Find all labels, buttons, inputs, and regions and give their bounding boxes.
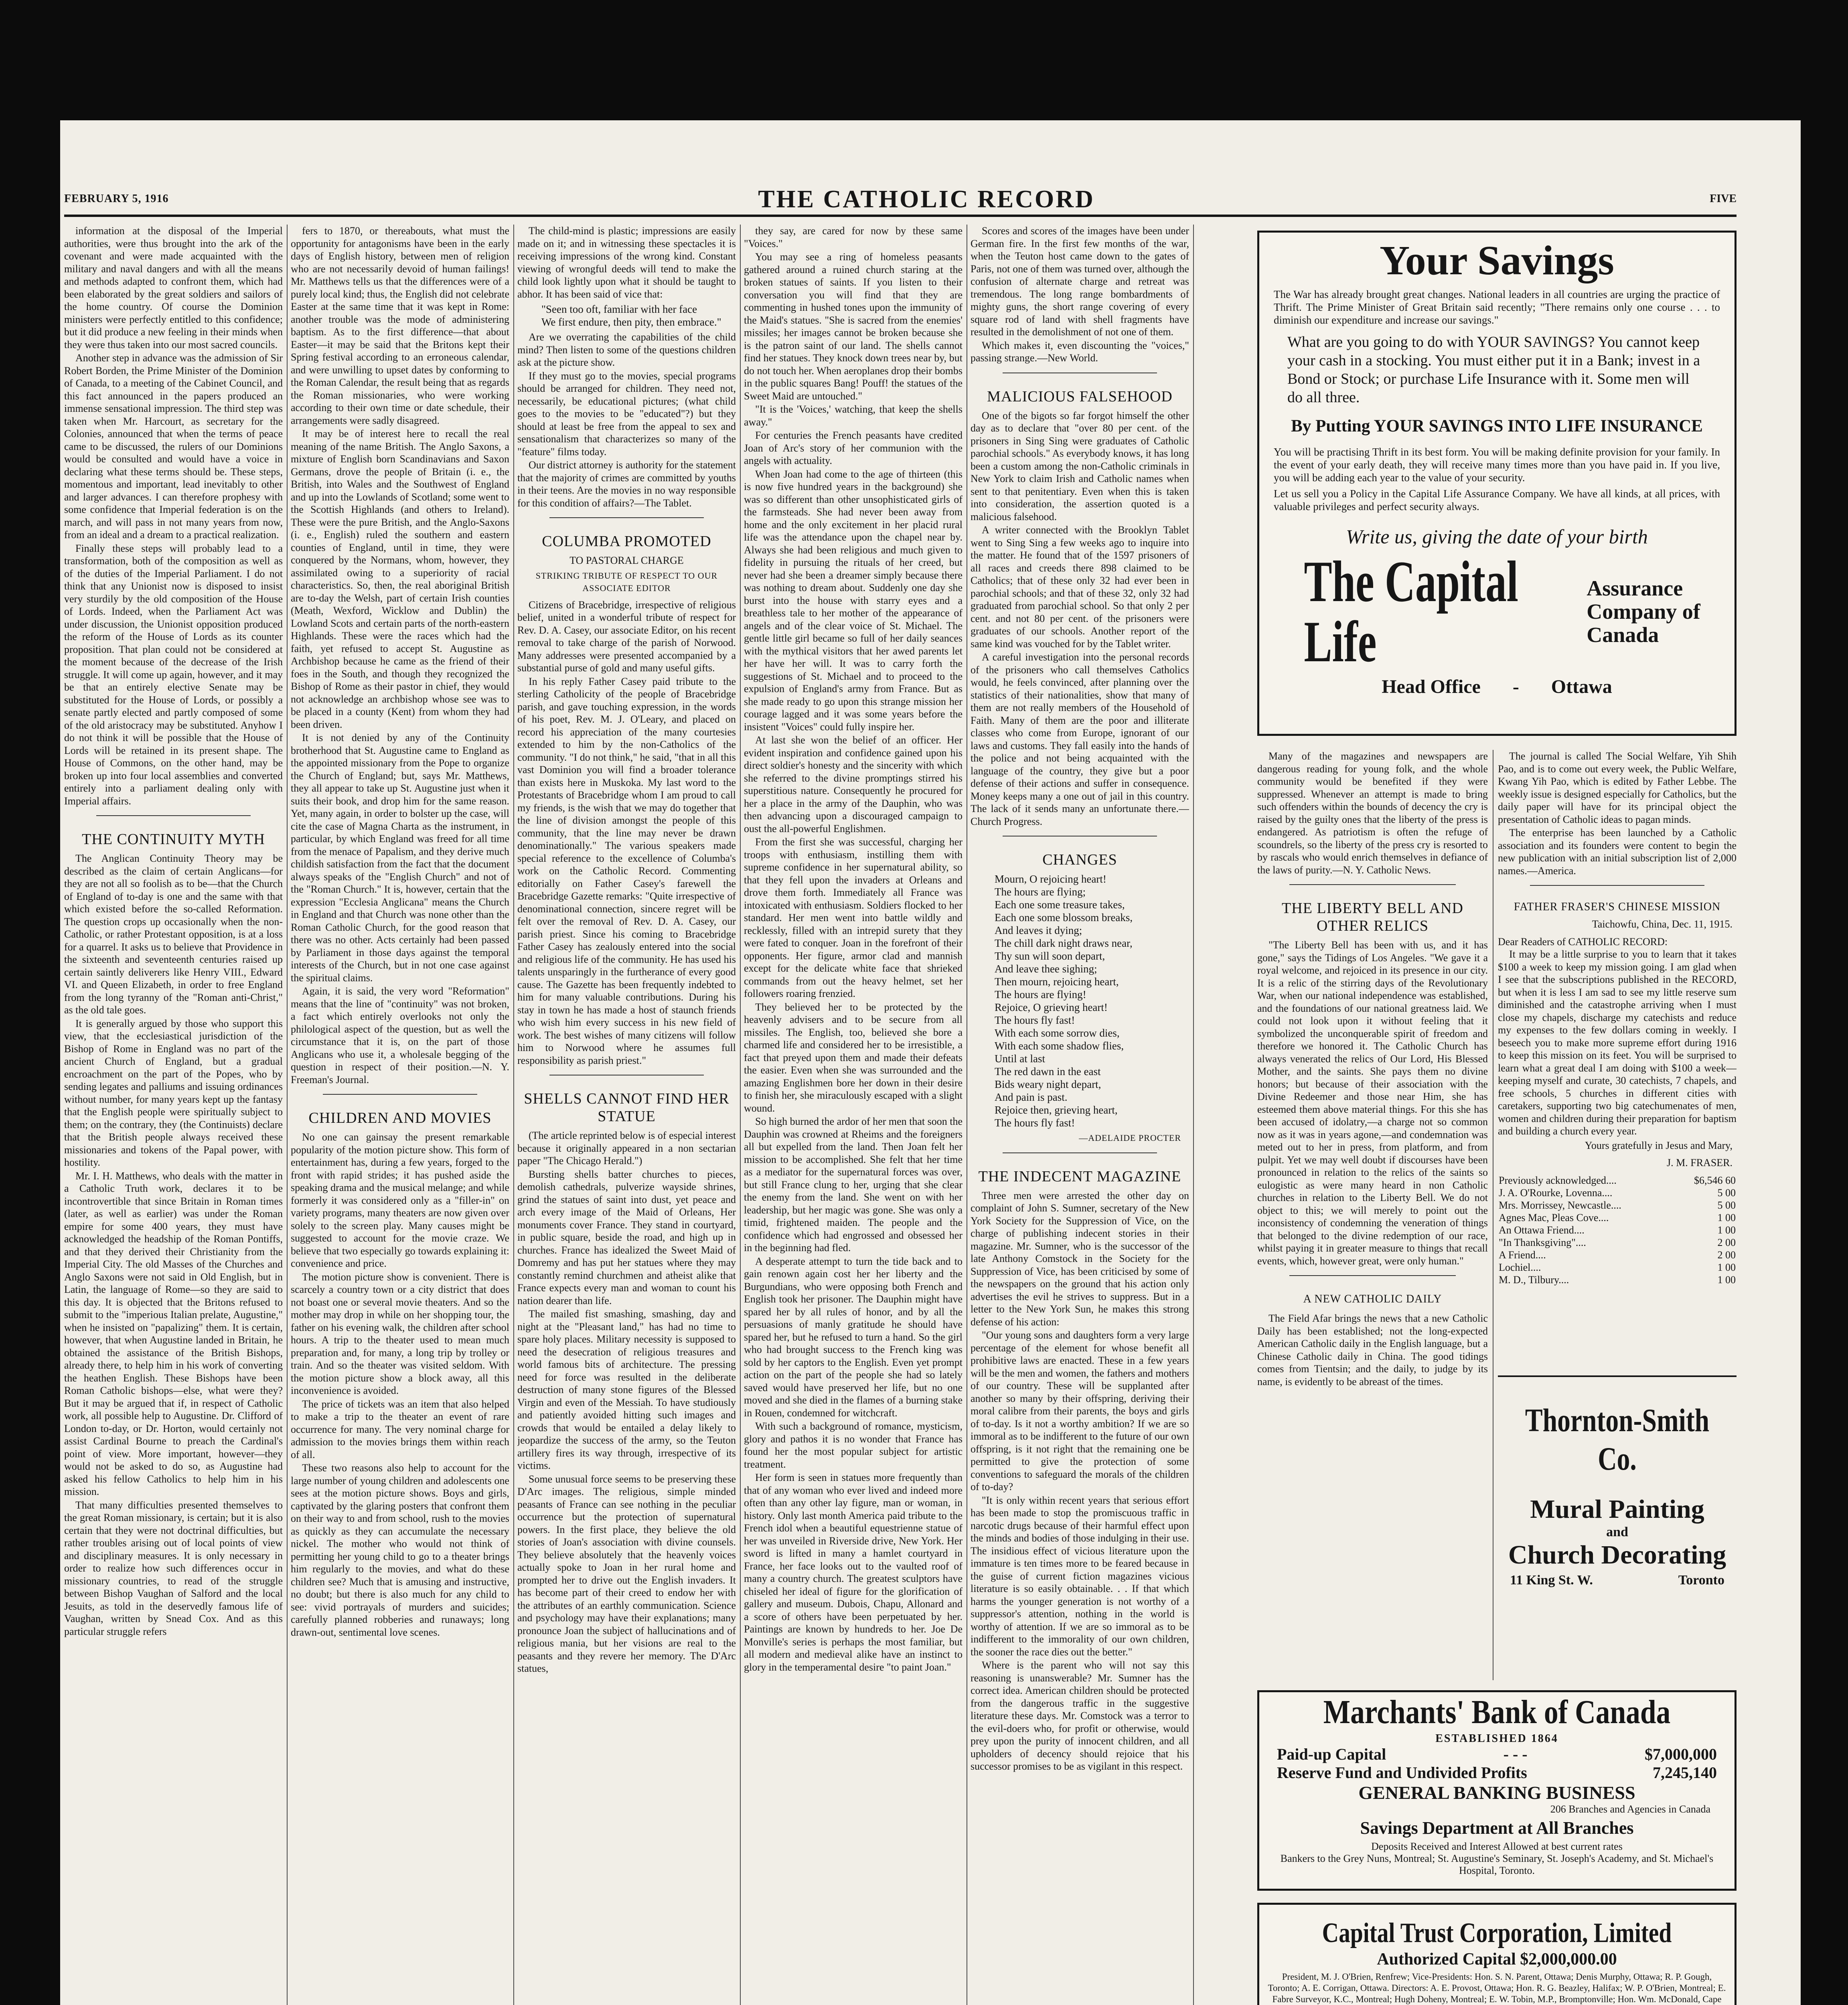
column-1 — [64, 225, 283, 2005]
subscription-amount: 1 00 — [1717, 1224, 1736, 1236]
ad-text: You will be practising Thrift in its best form. You will be making definite provision for your family. In the event of your early death, they will receive many times more than you have paid in. If you live, you will be adding each year to the value of your security. — [1274, 446, 1720, 484]
paragraph: Finally these steps will probably lead to a transformation, both of the composition as well as of the duties of the Imperial Parliament. I do not think that any Unionist now is disposed to insist very sturdily by the old composition of the House of Lords. Indeed, when the Parliament Act was under discussion, the Unionist opposition produced the reform of the House of Lords as its counter proposition. That plan could not be considered at the moment because of the decrease of the Irish struggle. It will come up again, however, and it may be that an entirely elective Senate may be substituted for the House of Lords, or possibly a senate partly elected and partly composed of some of the old aristocracy may be substituted. Anyhow I do not think it will be possible that the House of Lords will be retained in its present shape. The House of Commons, on the other hand, may be broken up into four local assemblies and converted entirely into a parliament dealing only with Imperial affairs. — [64, 542, 283, 807]
business-line: GENERAL BANKING BUSINESS — [1358, 1782, 1635, 1803]
capital-row — [1259, 1745, 1735, 1764]
head-office-city: Ottawa — [1551, 676, 1612, 697]
subscriber-name: "In Thanksgiving".... — [1499, 1236, 1586, 1248]
line: Rejoice then, grieving heart, — [995, 1104, 1118, 1116]
article-paragraphs — [1257, 939, 1488, 1267]
paragraph: A careful investigation into the personal records of the prisoners who call themselves Catholics would, he feels convinced, after planning over the statistics of their nationalities, show that many of them are not really members of the Household of Faith. Many of them are the poor and illiterate classes who come from Europe, ignorant of our laws and customs. They fall easily into the hands of the police and not being acquainted with the language of the country, they give but a poor defense of their actions and suffer in consequence. Money keeps many a one out of jail in this country. The lack of it sends many an unfortunate there.—Church Progress. — [971, 651, 1189, 827]
divider — [96, 815, 251, 816]
divider — [1003, 1152, 1157, 1153]
line: With each some sorrow dies, — [995, 1027, 1120, 1039]
article-paragraphs — [971, 409, 1189, 828]
column-rule — [513, 225, 514, 2005]
article-paragraphs — [64, 225, 283, 807]
paragraph: The Anglican Continuity Theory may be described as the claim of certain Anglicans—for they are not all so foolish as to be—that the Church of England of to-day is one and the same with that which existed before the so-called Reformation. The question crops up occasionally when the non-Catholic, or rather Protestant opposition, is at a loss for a quarrel. It asks us to believe that Providence in the sixteenth and seventeenth centuries raised up certain saintly deliverers like Henry VIII., Edward VI. and Queen Elizabeth, in order to free England from the long tyranny of the "Roman anti-Christ," as the old tale goes. — [64, 853, 283, 1016]
authorized-capital: Authorized Capital $2,000,000.00 — [1377, 1950, 1617, 1969]
paragraph: Which makes it, even discounting the "voices," passing strange.—New World. — [971, 339, 1189, 364]
city: Toronto — [1678, 1573, 1724, 1588]
paragraph: You may see a ring of homeless peasants gathered around a ruined church staring at the broken statues of saints. If you listen to their conversation you will find that they are commenting in hushed tones upon the immunity of the Maid's statues. "She is sacred from the enemies' missiles; her images cannot be broken because she is the patron saint of our land. The shells cannot find her statues. They knock down trees near by, but do not touch her. When aeroplanes drop their bombs in the public squares Bang! Pouff! the statues of the Sweet Maid are untouched." — [744, 251, 962, 402]
article-paragraphs — [1257, 750, 1488, 876]
article-paragraphs — [971, 1189, 1189, 1773]
paragraph: For centuries the French peasants have credited Joan of Arc's story of her communion with the angels with actuality. — [744, 429, 962, 466]
article-paragraphs — [971, 225, 1189, 365]
line: Mourn, O rejoicing heart! — [995, 873, 1106, 885]
line: And pain is past. — [995, 1091, 1068, 1103]
article-paragraphs — [1257, 1312, 1488, 1388]
paragraph: "The Liberty Bell has been with us, and it has gone," says the Tidings of Los Angeles. "We gave it a royal welcome, and rejoiced in its presence in our city. It is a relic of the stirring days of the Revolutionary War, when our national independence was established, and the foundations of our national greatness laid. We could not look upon it without feeling that it symbolized the unconquerable spirit of freedom and therefore we honored it. The Catholic Church has always venerated the relics of Our Lord, His Blessed Mother, and the saints. She pays them no divine honors; but because of their association with the Divine Redeemer and those near Him, she has esteemed them above material things. For this she has been accused of idolatry,—a charge not so common now as it was in years agone,—and condemnation was meted out to her in press, from platform, and from pulpit. Yet we may well doubt if discourses have been pronounced in relation to the relics of the saints so eulogistic as were many heard in non Catholic churches in relation to the Liberty Bell. We do not object to this; we will merely to point out the inconsistency of condemning the veneration of things that belonged to the divine redemption of our race, whilst paying it in greater measure to things that recall events, which, however great, were only human." — [1257, 939, 1488, 1267]
paragraph: The price of tickets was an item that also helped to make a trip to the theater an event of rare occurrence for many. The very nominal charge for admission to the movies brings them within reach of all. — [291, 1398, 509, 1460]
capital-life-advertisement — [1257, 231, 1737, 736]
subscription-amount: 5 00 — [1717, 1187, 1736, 1199]
street-address: 11 King St. W. — [1510, 1573, 1593, 1588]
divider — [1289, 1275, 1456, 1276]
closing: Yours gratefully in Jesus and Mary, — [1585, 1139, 1732, 1151]
established: ESTABLISHED 1864 — [1435, 1732, 1558, 1745]
bankers-to: Bankers to the Grey Nuns, Montreal; St. Augustine's Seminary, St. Joseph's Academy, and St. Michael's Hospital, Toronto. — [1280, 1853, 1714, 1876]
paragraph: Bursting shells batter churches to pieces, demolish cathedrals, pulverize wayside shrines, grind the statues of saint into dust, yet peace and arch every image of the Maid of Orleans, Her monuments cover France. They stand in courtyard, in public square, beside the road, and high up in churches. France has idealized the Sweet Maid of Domremy and has put her statues where they may constantly remind churchmen and atheist alike that France expects every man and woman to count his nation dearer than life. — [517, 1168, 736, 1306]
paragraph: The mailed fist smashing, smashing, day and night at the "Pleasant land," has had no time to spare holy places. Military necessity is supposed to need the desecration of religious treasures and world famous bits of architecture. The pressing need for force was resulted in the deliberate destruction of many stone figures of the Blessed Virgin and even of the Messiah. To have studiously and patiently avoided hitting such images and crowds that would be entailed a delay likely to jeopardize the success of the army, so the Teuton artillery fires its way through, irrespective of its victims. — [517, 1308, 736, 1471]
ad-headline: Your Savings — [1380, 237, 1614, 284]
column-4 — [744, 225, 962, 2005]
subscriber-name: Agnes Mac, Pleas Cove.... — [1499, 1211, 1609, 1223]
poem-author: —ADELAIDE PROCTER — [1079, 1133, 1181, 1143]
paragraph: No one can gainsay the present remarkable popularity of the motion picture show. This form of entertainment has, during a few years, forged to the front with rapid strides; it has pushed aside the speaking drama and the musical melange; and while formerly it was considered only as a "filler-in" on variety programs, many theaters are now given over solely to the screen play. Many causes might be suggested to account for the movie craze. We believe that two especially go towards explaining it: convenience and price. — [291, 1131, 509, 1269]
paragraph: That many difficulties presented themselves to the great Roman missionary, is certain; but it is also certain that they were not doctrinal difficulties, but rather troubles arising out of local points of view and disciplinary measures. It is only necessary in order to realize how such differences occur in missionary countries, to read of the struggle between Bishop Vaughan of Salford and the local Jesuits, as told in the deservedly famous life of Vaughan, written by Snead Cox. And as this particular struggle refers — [64, 1499, 283, 1637]
ad-rule — [1498, 1375, 1737, 1377]
subscription-row — [1498, 1249, 1737, 1261]
paragraph: "It is only within recent years that serious effort has been made to stop the promiscuous traffic in narcotic drugs because of their harmful effect upon the minds and bodies of those indulging in their use. The insidious effect of vicious literature upon the immature is ten times more to be feared because in the guise of current fiction magazines vicious literature is so easily obtainable. . . If that which harms the younger generation is not worthy of a suppressor's attention, nothing in the world is worthy of attention. If we are so immoral as to be indifferent to the immorality of our own children, the sooner the race dies out the better." — [971, 1494, 1189, 1658]
branches: 206 Branches and Agencies in Canada — [1550, 1803, 1710, 1815]
subscription-row — [1498, 1199, 1737, 1211]
company-name-part: The Capital Life — [1304, 549, 1518, 674]
corporation-name: Capital Trust Corporation, Limited — [1322, 1918, 1672, 1948]
paragraph: It may be of interest here to recall the real meaning of the name British. The Anglo Saxons, a mixture of English born Scandinavians and Saxon Germans, drove the people of Britain (i. e., the British, into Wales and the Southwest of England and up into the Lowlands of Scotland; some went to the Scottish Highlands (and others to Ireland). These were the pure British, and the Anglo-Saxons (i. e., English) ruled the southern and eastern counties of England, until in time, they were conquered by the Normans, whom, however, they assimilated owing to a superiority of racial characteristics. So, then, the real aboriginal British are to-day the Welsh, part of certain Irish counties (Meath, Wexford, Wicklow and Dublin) the Lowland Scots and certain parts of the north-eastern Highlands. These were the races which had the faith, yet refused to accept St. Augustine as Archbishop because he came as the friend of their foes in the South, and though they recognized the Bishop of Rome as their pastor in chief, they would not acknowledge an archbishop whose see was to be placed in a county (Kent) from whom they had been driven. — [291, 428, 509, 730]
paragraph: The enterprise has been launched by a Catholic association and its founders were content to begin the new publication with an initial subscription list of 2,000 names.—America. — [1498, 827, 1737, 877]
article-heading: THE INDECENT MAGAZINE — [978, 1168, 1181, 1185]
line: The hours fly fast! — [995, 1014, 1075, 1026]
paragraph: Are we overrating the capabilities of the child mind? Then listen to some of the questions children ask at the picture show. — [517, 331, 736, 368]
article-paragraphs — [1498, 750, 1737, 877]
subscriber-name: Previously acknowledged.... — [1499, 1174, 1617, 1186]
line: The chill dark night draws near, — [995, 937, 1133, 949]
line: Each one some blossom breaks, — [995, 911, 1133, 924]
company-name-part: Assurance — [1587, 576, 1683, 600]
newspaper-title: THE CATHOLIC RECORD — [758, 186, 1095, 213]
firm-address — [1498, 1570, 1737, 1590]
paragraph: A writer connected with the Brooklyn Tablet went to Sing Sing a few weeks ago to inquire into the matter. He found that of the 1597 prisoners of all races and creeds there 898 claimed to be Catholics; that of these only 32 had ever been in parochial schools; and that of these 32, only 32 had graduated from parochial school. So that only 2 per cent. and not 80 per cent. of the prisoners were graduates of our schools. Another report of the same kind was vouched for by the Tablet writer. — [971, 524, 1189, 650]
capital-label: Paid-up Capital — [1277, 1745, 1386, 1763]
subscription-amount: 5 00 — [1717, 1199, 1736, 1211]
capital-value: $7,000,000 — [1644, 1745, 1717, 1763]
company-name — [1259, 551, 1735, 672]
column-6 — [1257, 750, 1488, 1680]
line: Rejoice, O grieving heart! — [995, 1001, 1108, 1013]
line: With each some shadow flies, — [995, 1040, 1124, 1052]
subscription-amount: 1 00 — [1717, 1274, 1736, 1286]
company-name-stack — [1587, 577, 1735, 646]
subscription-row — [1498, 1224, 1737, 1236]
line: Each one some treasure takes, — [995, 899, 1125, 911]
paragraph: Our district attorney is authority for the statement that the majority of crimes are committed by youths in their teens. Are the movies in no way responsible for this condition of affairs?—The Tablet. — [517, 459, 736, 509]
service-line: Mural Painting — [1530, 1495, 1704, 1524]
service-line: Church Decorating — [1508, 1540, 1726, 1570]
line: The hours are flying! — [995, 988, 1086, 1000]
column-rule — [740, 225, 741, 2005]
head-office — [1259, 676, 1735, 698]
paragraph: So high burned the ardor of her men that soon the Dauphin was crowned at Rheims and the foreigners all but expelled from the land. Then Joan felt her mission to be accomplished. She felt that her time as a mediator for the supernatural forces was over, but still France clung to her, urging that she clear the enemy from the land. She went on with her leadership, but her magic was gone. She was only a timid, frightened maiden. The people and the confidence which had engrossed and obsessed her in the beginning had fled. — [744, 1116, 962, 1254]
article-heading: MALICIOUS FALSEHOOD — [987, 388, 1173, 405]
company-name-part: Company of Canada — [1587, 599, 1700, 647]
subscription-row — [1498, 1236, 1737, 1249]
subscription-amount: 1 00 — [1717, 1261, 1736, 1273]
subscription-row — [1498, 1261, 1737, 1274]
head-office-dash: - — [1512, 676, 1519, 697]
masthead-rule — [64, 215, 1737, 217]
article-paragraphs — [744, 225, 962, 1673]
paragraph: The motion picture show is convenient. There is scarcely a country town or a city district that does not boast one or several movie theaters. And so the mother may drop in while on her shopping tour, the father on his evening walk, the children after school hours. A trip to the theater used to mean much preparation and, for many, a long trip by trolley or train. And so the theater was visited seldom. With the motion picture show a block away, all this inconvenience is avoided. — [291, 1271, 509, 1396]
ad-text: The War has already brought great changes. National leaders in all countries are urging the practice of Thrift. The Prime Minister of Great Britain said recently; "There remains only one course . . . to diminish our expenditure and increase our savings." — [1274, 288, 1720, 326]
article-paragraphs — [517, 1129, 736, 1675]
paragraph: "It is the 'Voices,' watching, that keep the shells away." — [744, 403, 962, 428]
subscriber-name: Lochiel.... — [1499, 1261, 1541, 1273]
paragraph: "Our young sons and daughters form a very large percentage of the element for whose benefit all prohibitive laws are enacted. These in a few years will be the men and women, the fathers and mothers of our country. These will be supplanted after another so many by their offspring, deriving their moral calibre from their parents, the boys and girls of to-day. Is it not a worthy ambition? If we are so immoral as to be indifferent to the future of our own offspring, is it not right that the remaining one be permitted to give the protection of some conventions to safeguard the morals of the children of to-day? — [971, 1329, 1189, 1493]
article-heading: CHANGES — [1042, 851, 1117, 868]
line: And leaves it dying; — [995, 924, 1082, 936]
paragraph: Her form is seen in statues more frequently than that of any woman who ever lived and indeed more often than any other lay figure, man or woman, in history. Only last month America paid tribute to the French idol when a beautiful equestrienne statue of her was unveiled in Riverside drive, New York. Her sword is lifted in many a hamlet courtyard in France, her face looks out to the vaulted roof of many a country church. The greatest sculptors have chiseled her ideal of figure for the glorification of gallery and museum. Dubois, Chapu, Allonard and a score of others have been perpetuated by her. Paintings are known by hundreds to her. Joe De Monville's series is perhaps the most familiar, but all modern and medieval alike have an instinct to glory in the temperamental desire "to paint Joan." — [744, 1472, 962, 1673]
article-heading: THE LIBERTY BELL AND OTHER RELICS — [1282, 900, 1463, 934]
masthead — [64, 186, 1737, 217]
deposits: Deposits Received and Interest Allowed at best current rates — [1371, 1841, 1623, 1852]
article-subheading: TO PASTORAL CHARGE — [569, 555, 684, 566]
column-rule — [287, 225, 288, 2005]
paragraph: (The article reprinted below is of especial interest because it originally appeared in a non sectarian paper "The Chicago Herald.") — [517, 1130, 736, 1167]
line: Then mourn, rejoicing heart, — [995, 976, 1119, 988]
article-heading: THE CONTINUITY MYTH — [82, 831, 265, 848]
paragraph: It is not denied by any of the Continuity brotherhood that St. Augustine came to England as the appointed missionary from the Pope to organize the Church of England; but, says Mr. Matthews, they all appear to take up St. Augustine just when it suits their book, and drop him for the same reason. Yet, many again, in order to bolster up the case, will cite the case of Magna Charta as the instrument, in particular, by which England was freed for all time from the menace of Papalism, and they derive much childish satisfaction from the fact that the document always speaks of the "English Church" and not of the "Roman Church." It is, however, certain that the expression "Ecclesia Anglicana" means the Church in England and that Church was none other than the Roman Catholic Church, for the good reason that there was no other. Acts certainly had been passed by Parliament in those days against the temporal interests of the Church, but in not one case against the spiritual claims. — [291, 732, 509, 984]
capital-trust-advertisement — [1257, 1903, 1737, 2005]
line: "Seen too oft, familiar with her face — [541, 303, 697, 315]
bank-name: Marchants' Bank of Canada — [1323, 1693, 1671, 1731]
paragraph: they say, are cared for now by these same "Voices." — [744, 225, 962, 249]
capital-dashes: - - - — [1503, 1745, 1528, 1763]
head-office-label: Head Office — [1382, 676, 1481, 697]
line: The hours fly fast! — [995, 1117, 1075, 1129]
subscription-list — [1498, 1174, 1737, 1286]
reserve-value: 7,245,140 — [1653, 1764, 1717, 1782]
subscriber-name: An Ottawa Friend.... — [1499, 1224, 1585, 1236]
subscription-row — [1498, 1211, 1737, 1224]
merchants-bank-advertisement — [1257, 1690, 1737, 1891]
line: And leave thee sighing; — [995, 963, 1097, 975]
subscriber-name: J. A. O'Rourke, Lovenna.... — [1499, 1187, 1613, 1199]
article-deck: STRIKING TRIBUTE OF RESPECT TO OUR ASSOCIATE EDITOR — [535, 570, 718, 593]
signature: J. M. FRASER. — [1667, 1157, 1732, 1169]
subscription-row — [1498, 1187, 1737, 1199]
article-heading: A NEW CATHOLIC DAILY — [1303, 1293, 1442, 1305]
column-7 — [1498, 750, 1737, 1371]
issue-date: FEBRUARY 5, 1916 — [64, 192, 169, 205]
column-rule — [1193, 225, 1194, 2005]
article-heading: CHILDREN AND MOVIES — [308, 1110, 492, 1126]
paragraph: Mr. I. H. Matthews, who deals with the matter in a Catholic Truth work, declares it to be incontrovertible that since Britain in Roman times (later, as well as earlier) was under the Roman empire for some 400 years, they must have acknowledged the headship of the Roman Pontiffs, and that they derived their Christianity from the Imperial City. The old Masses of the Churches and Anglo Saxons were not said in Old English, but in Latin, the language of Rome—so they are said to this day. It is objected that the Britons refused to submit to the "imperious Italian prelate, Augustine," when he insisted on "papalizing" them. It is certain, however, that when Augustine landed in Britain, he obtained the assistance of the British Bishops, already there, to help him in his work of converting the heathen English. These Bishops have been Roman Catholic bishops—else, what were they? But it may be argued that if, in respect of Catholic work, all possible help to Augustine. Dr. Clifford of London to-day, or Dr. Horton, would certainly not assist Cardinal Bourne to preach the Cardinal's point of view. More important, however—they would not be asked to do so, as Augustine had asked his fellow Catholics to help him in his mission. — [64, 1170, 283, 1497]
dateline: Taichowfu, China, Dec. 11, 1915. — [1592, 918, 1732, 930]
poem-lines — [995, 873, 1189, 1129]
subscriber-name: M. D., Tilbury.... — [1499, 1274, 1569, 1286]
paragraph: With such a background of romance, mysticism, glory and pathos it is no wonder that France has found her the most popular subject for artistic treatment. — [744, 1420, 962, 1470]
paragraph: Where is the parent who will not say this reasoning is unanswerable? Mr. Sumner has the correct idea. American children should be protected from the dangerous traffic in the suggestive literature these days. Mr. Comstock was a terror to the evil-doers who, for profit or otherwise, would prey upon the purity of innocent children, and all upholders of decency should rejoice that his successor promises to be as vigilant in this respect. — [971, 1659, 1189, 1772]
column-3 — [517, 225, 736, 2005]
quoted-verse — [541, 303, 736, 328]
paragraph: Scores and scores of the images have been under German fire. In the first few months of the war, when the Teuton host came down to the gates of Paris, not one of them was turned over, although the confusion of alternate charge and retreat was tremendous. The long range bombardments of mighty guns, the short range covering of every square rod of land with shell fragments have resulted in the demolishment of not one of them. — [971, 225, 1189, 338]
paragraph: Three men were arrested the other day on complaint of John S. Sumner, secretary of the New York Society for the Suppression of Vice, on the charge of publishing indecent stories in their magazine. Mr. Sumner, who is the successor of the late Anthony Comstock in the Society for the Suppression of Vice, has been criticised by some of the newspapers on the ground that his action only advertises the evil he strives to suppress. But in a letter to the New York Sun, he makes this strong defense of his action: — [971, 1189, 1189, 1328]
article-heading: COLUMBA PROMOTED — [542, 533, 711, 550]
paragraph: Some unusual force seems to be preserving these D'Arc images. The religious, simple minded peasants of France can see nothing in the peculiar occurrence but the protection of supernatural powers. In the first place, they believe the old stories of Joan's association with divine counsels. They believe absolutely that the heavenly voices actually spoke to Joan in her rural home and prompted her to drive out the English invaders. It has become part of their creed to endow her with the attributes of an earthly communication. Science and psychology may have their explanations; many pronounce Joan the subject of hallucinations and of religious mania, but her visions are real to the peasants and they revere her memory. The D'Arc statues, — [517, 1473, 736, 1674]
ad-call-to-action: Write us, giving the date of your birth — [1346, 525, 1648, 548]
line: We first endure, then pity, then embrace." — [541, 316, 721, 328]
paragraph: Citizens of Bracebridge, irrespective of religious belief, united in a wonderful tribute of respect for Rev. D. A. Casey, our associate Editor, on his recent removal to take charge of the parish of Norwood. Many addresses were presented accompanied by a substantial purse of gold and many useful gifts. — [517, 599, 736, 674]
subscriber-name: Mrs. Morrissey, Newcastle.... — [1499, 1199, 1621, 1211]
paragraph: fers to 1870, or thereabouts, what must the opportunity for antagonisms have been in the early days of English history, between men of religion who are not necessarily devoid of human failings! Mr. Matthews tells us that the differences were of a purely local kind; thus, the English did not celebrate Easter at the same time that it was kept in Rome: another trouble was the mode of administering baptism. As to the first difference—that about Easter—it may be said that the Britons kept their Spring festival according to an erroneous calendar, and were unwilling to upset dates by conforming to the Roman Calendar, the result being that as regards the Roman missionaries, who were working according to their own time or date schedule, their arrangements were sadly disagreed. — [291, 225, 509, 426]
paragraph: The journal is called The Social Welfare, Yih Shih Pao, and is to come out every week, the Public Welfare, Kwang Yih Pao, which is edited by Father Lebbe. The weekly issue is designed especially for Catholics, but the daily paper will have for its principal object the presentation of Catholic ideas to pagan minds. — [1498, 750, 1737, 825]
subscription-amount: 1 00 — [1717, 1211, 1736, 1223]
article-paragraphs — [517, 599, 736, 1067]
paragraph: In his reply Father Casey paid tribute to the sterling Catholicity of the people of Bracebridge parish, and gave touching expression, in the words of his poet, Rev. M. J. O'Leary, and placed on record his appreciation of the many courtesies extended to him by the non-Catholics of the community. "I do not think," he said, "that in all this vast Dominion you will find a broader tolerance than exists here in Muskoka. My last word to the Protestants of Bracebridge whom I am proud to call my friends, is the wish that we may do together that the line of division amongst the people of this community, that the line may never be drawn denominationally." The various speakers made special reference to the excellence of Columba's work on the Catholic Record. Commenting editorially on Father Casey's farewell the Bracebridge Gazette remarks: "Quite irrespective of denominational connection, sincere regret will be felt over the removal of Rev. D. A. Casey, our parish priest. Since his coming to Bracebridge Father Casey has zealously entered into the social and religious life of the community. He has used his talents unsparingly in the furtherance of every good cause. The Gazette has been frequently indebted to him for many valuable contributions. During his stay in town he has made a host of staunch friends who wish him every success in his new field of work. The best wishes of many citizens will follow him to Norwood where he assumes full responsibility as parish priest." — [517, 675, 736, 1066]
paragraph: information at the disposal of the Imperial authorities, were thus brought into the ark of the covenant and were made acquainted with the military and naval dangers and with all the means and methods adapted to confront them, which had been elaborated by the great soldiers and sailors of the home country. Of course the Dominion ministers were perfectly entitled to this confidence; but it did produce a new feeling in their minds when they were thus taken into our most sacred councils. — [64, 225, 283, 350]
subscriber-name: A Friend.... — [1499, 1249, 1546, 1261]
paragraph: From the first she was successful, charging her troops with enthusiasm, instilling them with supreme confidence in her supernatural ability, so that they fell upon the invaders at Orleans and drove them forth. Immediately all France was intoxicated with enthusiasm. Soldiers flocked to her standard. Her men went into battle wildly and recklessly, filled with an intrepid surety that they were fated to conquer. Joan in the forefront of their opponents. Her figure, armor clad and mannish except for the delicate white face that shrieked commands from out the heavy helmet, set her followers roaring frenzied. — [744, 836, 962, 999]
paragraph: A desperate attempt to turn the tide back and to gain renown again cost her her liberty and the Burgundians, who were opposing both French and English took her prisoner. The Dauphin might have spared her by all rules of honor, and by all the persuasions of manly gratitude he should have spared her, but he refused to turn a hand. So the girl who had brought success to the French king was sold by her captors to the English. Even yet prompt action on the part of the people she had so lately saved would have preserved her life, but no one moved and she died in the flames of a burning stake in Rouen, condemned for witchcraft. — [744, 1255, 962, 1419]
ad-question: What are you going to do with YOUR SAVINGS? You cannot keep your cash in a stocking. You must either put it in a Bank; invest in a Bond or Stock; or purchase Life Insurance with it. Some men will do all three. — [1287, 334, 1700, 406]
savings-department: Savings Department at All Branches — [1360, 1818, 1634, 1838]
paragraph: It may be a little surprise to you to learn that it takes $100 a week to keep my mission going. I am glad when I see that the subscriptions published in the RECORD, but when it is less I am sad to see my little reserve sum diminished and the catastrophe arriving when I must close my chapels, discharge my catechists and reduce my expenses to the few dollars coming in weekly. I beseech you to make more supreme effort during 1916 to keep this mission on its feet. You will be surprised to learn what a great deal I am doing with $100 a week—keeping myself and curate, 30 catechists, 7 chapels, and free schools, 5 churches in different cities with caretakers, supporting two big catechumenates of men, women and children during their preparation for baptism and building a church every year. — [1498, 948, 1737, 1137]
subscription-amount: 2 00 — [1717, 1236, 1736, 1248]
reserve-label: Reserve Fund and Undivided Profits — [1277, 1764, 1527, 1782]
paragraph: One of the bigots so far forgot himself the other day as to declare that "over 80 per cent. of the prisoners in Sing Sing were graduates of Catholic parochial schools." As everybody knows, it has long been a custom among the non-Catholic criminals in New York to claim Irish and Catholic names when sent to that penitentiary. Even when this is taken into consideration, the assertion quoted is a malicious falsehood. — [971, 409, 1189, 523]
firm-name: Thornton-Smith Co. — [1525, 1402, 1710, 1477]
service-and: and — [1606, 1525, 1628, 1539]
line: Thy sun will soon depart, — [995, 950, 1105, 962]
paragraph: They believed her to be protected by the heavenly advisers and to be secure from all missiles. The English, too, believed she bore a charmed life and considered her to be irresistible, a fact that preyed upon them and made their defeats the easier. Even when she was surrounded and the amazing Englishmen bore her down in their desire to finish her, she miraculously escaped with a slight wound. — [744, 1001, 962, 1114]
paragraph: If they must go to the movies, special programs should be arranged for children. They need not, necessarily, be educational pictures; (what child goes to the movies to be "educated"?) but they should at least be free from the appeal to sex and sensationalism that characterizes so many of the "feature" films today. — [517, 370, 736, 458]
article-paragraphs — [517, 225, 736, 300]
paragraph: When Joan had come to the age of thirteen (this is now five hundred years in the background) she was so different than other unsophisticated girls of the farmsteads. She had never been away from home and the only excitement in her placid rural life was the attendance upon the chapel near by. Always she had been religious and much given to fidelity in pursuing the rituals of her creed, but never had she been a dreamer simply because there was nothing to dream about. Suddenly one day she burst into the house with starry eyes and a breathless tale to her mother of the appearance of angels and of the clear voice of St. Michael. The gentle little girl became so full of her daily seances with the mythical visitors that her awed parents let her have her will. It was to carry forth the suggestions of St. Michael and to proceed to the expulsion of England's army from France. But as she made ready to go upon this strange mission her courage lagged and it was some years before the insistent "Voices" could fully inspire her. — [744, 468, 962, 733]
article-paragraphs — [64, 852, 283, 1638]
column-5 — [971, 225, 1189, 2005]
divider — [1289, 884, 1456, 885]
paragraph: Another step in advance was the admission of Sir Robert Borden, the Prime Minister of the Dominion of Canada, to a meeting of the Cabinet Council, and this fact announced in the papers produced an immense sensational impression. The third step was taken when Mr. Harcourt, as secretary for the Colonies, announced that when the terms of peace came to be discussed, the rulers of our Dominions would be consulted and would have a voice in declaring what these terms should be. These steps, momentous and important, lead inevitably to other and larger advances. I can therefore prophesy with some confidence that Imperial federation is on the march, and will pass in not many years from now, from an ideal and a dream to a practical realization. — [64, 352, 283, 541]
article-paragraphs — [1498, 948, 1737, 1138]
subscription-row — [1498, 1174, 1737, 1187]
divider — [1530, 885, 1704, 886]
divider — [549, 517, 704, 518]
column-2 — [291, 225, 509, 2005]
line: Until at last — [995, 1053, 1045, 1065]
subscription-row — [1498, 1274, 1737, 1286]
paragraph: At last she won the belief of an officer. Her evident inspiration and confidence gained upon his direct soldier's honesty and the sincerity with which she referred to the divine promptings stirred his superstitious nature. Consequently he procured for her a place in the army of the Dauphin, who was then advancing upon a discouraged campaign to oust the all-powerful Englishmen. — [744, 734, 962, 834]
paragraph: The child-mind is plastic; impressions are easily made on it; and in witnessing these spectacles it is receiving impressions of the wrong kind. Constant viewing of wrongful deeds will tend to make the child look lightly upon what it should be taught to abhor. It has been said of vice that: — [517, 225, 736, 300]
article-paragraphs — [291, 1131, 509, 1638]
ad-text: Let us sell you a Policy in the Capital Life Assurance Company. We have all kinds, at all prices, with valuable privileges and perfect security always. — [1274, 488, 1720, 512]
paragraph: The Field Afar brings the news that a new Catholic Daily has been established; not the long-expected American Catholic daily in the English language, but a Chinese Catholic daily in China. The good tidings comes from Tientsin; and the daily, to judge by its name, is evidently to be abreast of the times. — [1257, 1312, 1488, 1387]
article-heading: SHELLS CANNOT FIND HER STATUE — [524, 1090, 729, 1125]
page-number: FIVE — [1710, 192, 1737, 205]
paragraph: Again, it is said, the very word "Reformation" means that the line of "continuity" was not broken, a fact which entirely overlooks not only the philological aspect of the question, but as well the circumstance that it is, on the part of those Anglicans who use it, a wholesale begging of the question in respect of their position.—N. Y. Freeman's Journal. — [291, 985, 509, 1086]
line: The hours are flying; — [995, 886, 1086, 898]
paragraph: Many of the magazines and newspapers are dangerous reading for young folk, and the whole community would be benefited if they were suppressed. Whenever an attempt is made to bring such offenders within the bounds of decency the cry is raised by the guilty ones that the liberty of the press is endangered. As patriotism is often the refuge of scoundrels, so the liberty of the press cry is resorted to by rascals who would enrich themselves in defiance of the laws of purity.—N. Y. Catholic News. — [1257, 750, 1488, 876]
reserve-row — [1259, 1764, 1735, 1782]
subscription-amount: $6,546 60 — [1694, 1174, 1736, 1186]
line: The red dawn in the east — [995, 1065, 1101, 1077]
ad-slogan: By Putting YOUR SAVINGS INTO LIFE INSURANCE — [1291, 417, 1703, 435]
officers-list: President, M. J. O'Brien, Renfrew; Vice-Presidents: Hon. S. N. Parent, Ottawa; Denis Murphy, Ottawa; R. P. Gough, Toronto; A. E. Corrigan, Ottawa. Directors: A. E. Provost, Ottawa; Hon. R. G. Beazley, Halifax; W. P. O'Brien, Montreal; E. Fabre Surveyor, K.C., Montreal; Hugh Doheny, Montreal; E. W. Tobin, M.P., Bromptonville; Hon. Wm. McDonald, Cape — [1268, 1972, 1726, 2004]
article-paragraphs — [517, 331, 736, 509]
article-paragraphs — [291, 225, 509, 1086]
paragraph: These two reasons also help to account for the large number of young children and adolescents one sees at the motion picture shows. Boys and girls, captivated by the glaring posters that confront them on their way to and from school, rush to the movies as quickly as they can accumulate the necessary nickel. The mother who would not think of permitting her young child to go to a theater brings him regularly to the movies, and what do these children see? Much that is amusing and instructive, no doubt; but there is also much for any child to see: vivid portrayals of murders and suicides; carefully planned robberies and runaways; long drawn-out, sentimental love scenes. — [291, 1462, 509, 1638]
divider — [323, 1094, 477, 1095]
line: Bids weary night depart, — [995, 1078, 1101, 1090]
salutation: Dear Readers of CATHOLIC RECORD: — [1498, 936, 1668, 948]
article-heading: FATHER FRASER'S CHINESE MISSION — [1514, 901, 1721, 913]
subscription-amount: 2 00 — [1717, 1249, 1736, 1261]
thornton-smith-advertisement — [1498, 1375, 1737, 1680]
paragraph: It is generally argued by those who support this view, that the ecclesiastical jurisdiction of the Bishop of Rome in England was no part of the ancient Church of England, but a gradual encroachment on the part of the Popes, who by sending legates and palliums and issuing ordinances without number, for many years kept up the fantasy that the English people were spiritually subject to them; on the contrary, they (the Continuists) declare that the British people always received these missionaries and tokens of the Papal power, with hostility. — [64, 1017, 283, 1168]
